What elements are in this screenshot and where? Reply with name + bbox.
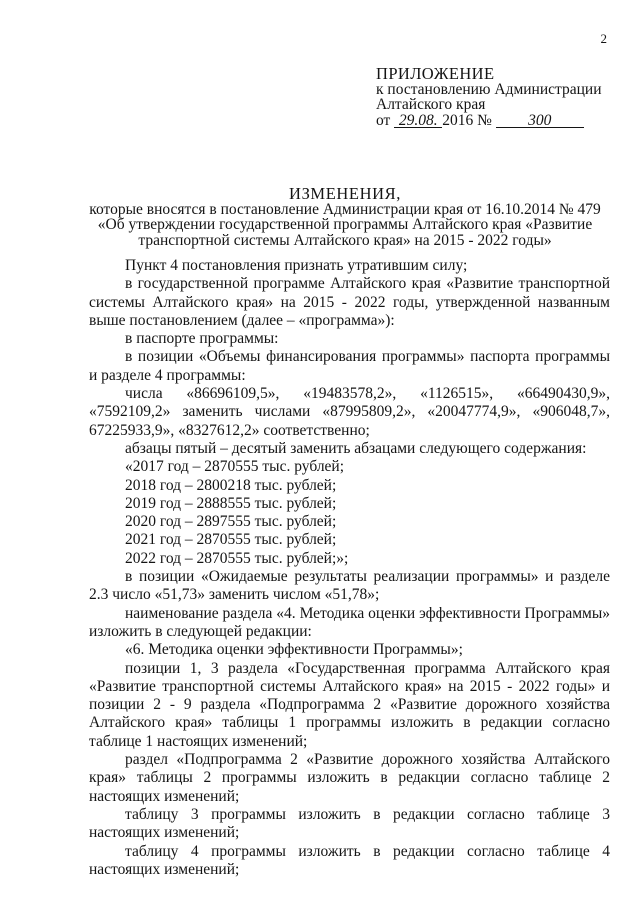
paragraph: наименование раздела «4. Методика оценки эффективности Программы» изложить в следующей редакции:	[89, 604, 610, 640]
funding-line: 2022 год – 2870555 тыс. рублей;»;	[125, 549, 349, 567]
funding-line: «2017 год – 2870555 тыс. рублей;	[125, 458, 345, 476]
appendix-date-line	[376, 113, 602, 129]
appendix-date-field: 29.08.	[394, 114, 442, 128]
paragraph: Пункт 4 постановления признать утратившим силу;	[125, 257, 468, 274]
paragraph: в позиции «Объемы финансирования программы» паспорта программы и разделе 4 программы:	[89, 348, 610, 384]
document-title-block	[60, 186, 630, 248]
document-subtitle-line-1: которые вносятся в постановление Администрации края от 16.10.2014 № 479	[89, 200, 601, 218]
appendix-line-resolution: к постановлению Администрации	[376, 80, 602, 98]
appendix-block	[376, 66, 602, 128]
funding-line: 2021 год – 2870555 тыс. рублей;	[125, 531, 337, 549]
funding-line: 2019 год – 2888555 тыс. рублей;	[125, 494, 337, 512]
document-subtitle-line-2: «Об утверждении государственной программы Алтайского края «Развитие	[97, 216, 593, 233]
paragraph: раздел «Подпрограмма 2 «Развитие дорожного хозяйства Алтайского края» таблицы 2 программы изложить в редакции согласно таблице 2 настоящих изменений;	[89, 751, 610, 805]
appendix-line-region: Алтайского края	[376, 96, 486, 113]
document-body	[89, 257, 610, 879]
funding-line: 2020 год – 2897555 тыс. рублей;	[125, 513, 337, 531]
document-subtitle-line-3: транспортной системы Алтайского края» на 2015 - 2022 годы»	[138, 231, 552, 249]
page-number: 2	[600, 31, 607, 46]
paragraph: позиции 1, 3 раздела «Государственная программа Алтайского края «Развитие транспортной системы Алтайского края» на 2015 - 2022 годы» и позиции 2 - 9 раздела «Подпрограмма 2 «Развитие дорожного хозяйства Алтайского края» таблицы 1 программы изложить в редакции согласно таблице 1 настоящих изменений;	[89, 659, 610, 750]
appendix-heading: ПРИЛОЖЕНИЕ	[376, 64, 495, 83]
document-title: ИЗМЕНЕНИЯ,	[289, 184, 401, 203]
paragraph: в государственной программе Алтайского края «Развитие транспортной системы Алтайского края» на 2015 - 2022 годы, утвержденной названным выше постановлением (далее – «программа»):	[89, 275, 610, 329]
funding-line: 2018 год – 2800218 тыс. рублей;	[125, 476, 337, 494]
paragraph: абзацы пятый – десятый заменить абзацами следующего содержания:	[125, 439, 587, 457]
paragraph: числа «86696109,5», «19483578,2», «1126515», «66490430,9», «7592109,2» заменить числами «87995809,2», «20047774,9», «906048,7», 67225933,9», «8327612,2» соответственно;	[89, 385, 610, 439]
paragraph: таблицу 4 программы изложить в редакции согласно таблице 4 настоящих изменений;	[89, 842, 610, 878]
paragraph: таблицу 3 программы изложить в редакции согласно таблице 3 настоящих изменений;	[89, 805, 610, 842]
appendix-number-sign: №	[477, 111, 492, 129]
appendix-number-field: 300	[496, 114, 584, 128]
paragraph: в позиции «Ожидаемые результаты реализации программы» и разделе 2.3 число «51,73» заменить числом «51,78»;	[89, 568, 610, 604]
paragraph: «6. Методика оценки эффективности Программы»;	[125, 641, 463, 659]
appendix-from-label: от	[376, 111, 391, 129]
appendix-year: 2016	[442, 111, 474, 129]
paragraph: в паспорте программы:	[125, 330, 279, 348]
